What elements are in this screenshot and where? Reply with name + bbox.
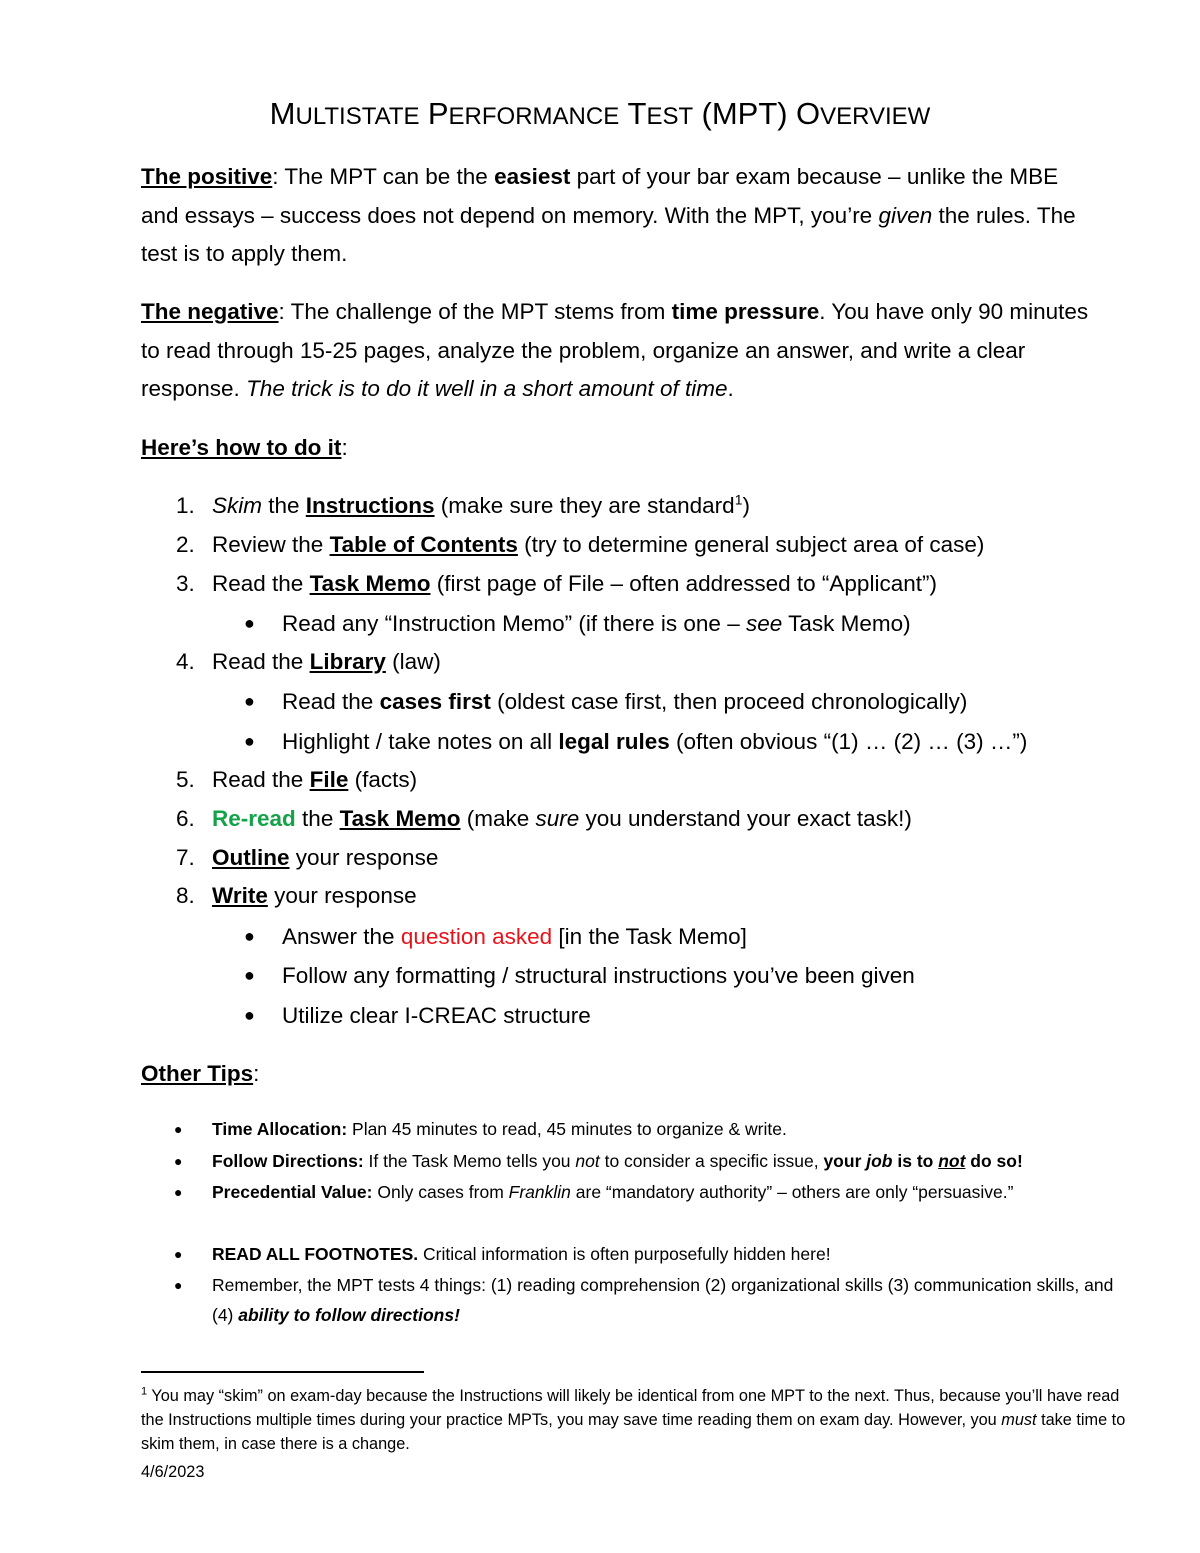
step-8: 8. Write your response — [176, 883, 417, 908]
document-page: MULTISTATE PERFORMANCE TEST (MPT) OVERVIEW The positive: The MPT can be the easiest part of your bar exam because – unlike the MBE and essays – success does not depend on memory. With the MPT, you’re given the rules. The test is to apply them. The negative: The challenge of the MPT stems from time pressure. You have only 90 minutes to read through 15-25 pages, analyze the problem, organize an answer, and write a clear response. The trick is to do it well in a short amount of time. Here’s how to do it: 1. Skim the Instructions (make sure they are standard$^1$) 2. Review the Table of Contents (try to determine general subject area of case) 3. Read the Task Memo (first page of File – often addressed to “Applicant”) ● Read any “Instruction Memo” (if there is one – see Task Memo) 4. Read the Library (law) ● Read the cases first (oldest case first, then proceed chronologically) ● Highlight / take notes on all legal rules (often obvious “(1) … (2) … (3) …”) 5. Read the File (facts) 6. Re-read the Task Memo (make sure you understand your exact task!) 7. Outline your response 8. Write your response ● Answer the question asked [in the Task Memo] ● Follow any formatting / structural instructions you’ve been given ● Utilize clear I-CREAC structure Other Tips: ● Time Allocation: Plan 45 minutes to read, 45 minutes to organize & write. ● Follow Directions: If the Task Memo tells you not to consider a specific issue, your job is to not do so! ● Precedential Value: Only cases from Franklin are “mandatory authority” – others are only “persuasive.” ● READ ALL FOOTNOTES. Critical information is often purposefully hidden here! ● Remember, the MPT tests 4 things: (1) reading comprehension (2) organizational skills (3) communication skills, and (4) ability to follow directions! $^1$ You may “skim” on exam-day because the Instructions will likely be identical from one MPT to the next. Thus, because you’ll have read the Instructions multiple times during your practice MPTs, you may save time reading them on exam day. However, you must take time to skim them, in case there is a change. 4/6/2023 — [0, 0, 1200, 1553]
step-8-sub-b: ● Follow any formatting / structural instructions you’ve been given — [244, 960, 915, 991]
page-date: 4/6/2023 — [141, 1463, 205, 1481]
bullet-icon: ● — [244, 731, 255, 751]
negative-paragraph: The negative: The challenge of the MPT stems from time pressure. You have only 90 minutes to read through 15-25 pages, analyze the problem, organize an answer, and write a clear response. The trick is to do it well in a short amount of time. — [141, 299, 1089, 401]
step-1: 1. Skim the Instructions (make sure they are standard$^1$) — [176, 491, 750, 518]
bullet-icon: ● — [174, 1277, 183, 1293]
bullet-icon: ● — [244, 613, 255, 633]
step-4-sub-a: ● Read the cases first (oldest case first, then proceed chronologically) — [244, 686, 967, 717]
step-4: 4. Read the Library (law) — [176, 649, 441, 674]
bullet-icon: ● — [244, 926, 255, 946]
page-title: MULTISTATE PERFORMANCE TEST (MPT) OVERVIEW — [269, 96, 931, 131]
bullet-icon: ● — [174, 1184, 183, 1200]
step-3-sub: ● Read any “Instruction Memo” (if there is one – see Task Memo) — [244, 608, 911, 639]
howto-heading: Here’s how to do it: — [141, 435, 348, 460]
step-4-sub-b: ● Highlight / take notes on all legal rules (often obvious “(1) … (2) … (3) …”) — [244, 726, 1027, 757]
bullet-icon: ● — [244, 965, 255, 985]
bullet-icon: ● — [244, 1005, 255, 1025]
step-8-sub-c: ● Utilize clear I-CREAC structure — [244, 1000, 591, 1031]
other-tips-heading: Other Tips: — [141, 1061, 260, 1086]
positive-paragraph: The positive: The MPT can be the easiest part of your bar exam because – unlike the MBE and essays – success does not depend on memory. With the MPT, you’re given the rules. The test is to apply them. — [141, 164, 1076, 266]
step-7: 7. Outline your response — [176, 845, 439, 870]
footnote-divider — [141, 1371, 424, 1373]
step-6: 6. Re-read the Task Memo (make sure you understand your exact task!) — [176, 806, 912, 831]
bullet-icon: ● — [174, 1121, 183, 1137]
step-8-sub-a: ● Answer the question asked [in the Task Memo] — [244, 921, 747, 952]
bullet-icon: ● — [174, 1246, 183, 1262]
bullet-icon: ● — [174, 1153, 183, 1169]
footnote-1: $^1$ You may “skim” on exam-day because the Instructions will likely be identical from one MPT to the next. Thus, because you’ll have read the Instructions multiple times during your practice MPTs, you may save time reading them on exam day. However, you must take time to skim them, in case there is a change. — [141, 1385, 1126, 1453]
bullet-icon: ● — [244, 691, 255, 711]
step-2: 2. Review the Table of Contents (try to determine general subject area of case) — [176, 532, 985, 557]
step-3: 3. Read the Task Memo (first page of File – often addressed to “Applicant”) — [176, 571, 937, 596]
step-5: 5. Read the File (facts) — [176, 767, 418, 792]
